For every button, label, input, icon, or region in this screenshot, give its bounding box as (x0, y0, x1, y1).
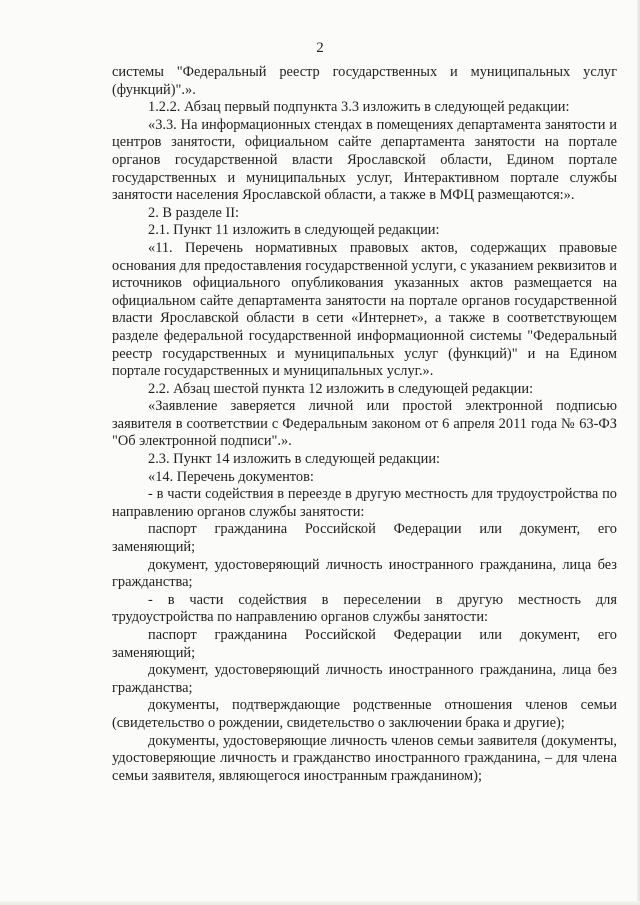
paragraph: паспорт гражданина Российской Федерации или документ, его заменяющий; (112, 627, 617, 661)
paragraph: «11. Перечень нормативных правовых актов, содержащих правовые основания для предоставления государственной услуги, с указанием реквизитов и источников официального опубликования указанных актов размещается на официальном сайте департамента занятости на портале органов государственной власти Ярославской области в сети «Интернет», а также в соответствующем разделе федеральной государственной информационной системы "Федеральный реестр государственных и муниципальных услуг (функций)" и на Едином портале государственных и муниципальных услуг.». (112, 239, 617, 380)
paragraph: 1.2.2. Абзац первый подпункта 3.3 изложить в следующей редакции: (148, 99, 570, 116)
paragraph: 2.2. Абзац шестой пункта 12 изложить в следующей редакции: (148, 380, 534, 397)
paragraph: документ, удостоверяющий личность иностранного гражданина, лица без гражданства; (112, 556, 617, 591)
paragraph: «3.3. На информационных стендах в помещениях департамента занятости и центров занятости, официальном сайте департамента занятости на портале органов государственной власти Ярославской области, Едином портале государственных и муниципальных услуг, Интерактивном портале службы занятости населения Ярославской области, а также в МФЦ размещаются:». (112, 116, 617, 204)
paragraph: системы "Федеральный реестр государственных и муниципальных услуг (функций)".». (112, 64, 617, 98)
paragraph: документы, удостоверяющие личность членов семьи заявителя (документы, удостоверяющие личность и гражданство иностранного гражданина, – для члена семьи заявителя, являющегося иностранным гражданином); (112, 732, 617, 784)
paragraph: «14. Перечень документов: (148, 468, 314, 485)
paragraph: - в части содействия в переезде в другую местность для трудоустройства по направлению органов службы занятости: (112, 486, 617, 520)
paragraph: документ, удостоверяющий личность иностранного гражданина, лица без гражданства; (112, 662, 617, 696)
paragraph: 2.3. Пункт 14 изложить в следующей редакции: (148, 451, 441, 468)
paragraph: - в части содействия в переселении в другую местность для трудоустройства по направлению органов службы занятости: (112, 591, 617, 626)
paragraph: 2.1. Пункт 11 изложить в следующей редакции: (148, 222, 440, 239)
paragraph: «Заявление заверяется личной или простой электронной подписью заявителя в соответствии с Федеральным законом от 6 апреля 2011 года № 63-ФЗ "Об электронной подписи".». (112, 398, 617, 450)
paragraph: документы, подтверждающие родственные отношения членов семьи (свидетельство о рождении, свидетельство о заключении брака и другие); (112, 697, 617, 731)
page-number: 2 (316, 40, 324, 56)
paragraph: 2. В разделе II: (148, 204, 240, 221)
paragraph: паспорт гражданина Российской Федерации или документ, его заменяющий; (112, 521, 617, 556)
document-body (112, 64, 617, 785)
scan-bottom-shadow (0, 901, 640, 905)
